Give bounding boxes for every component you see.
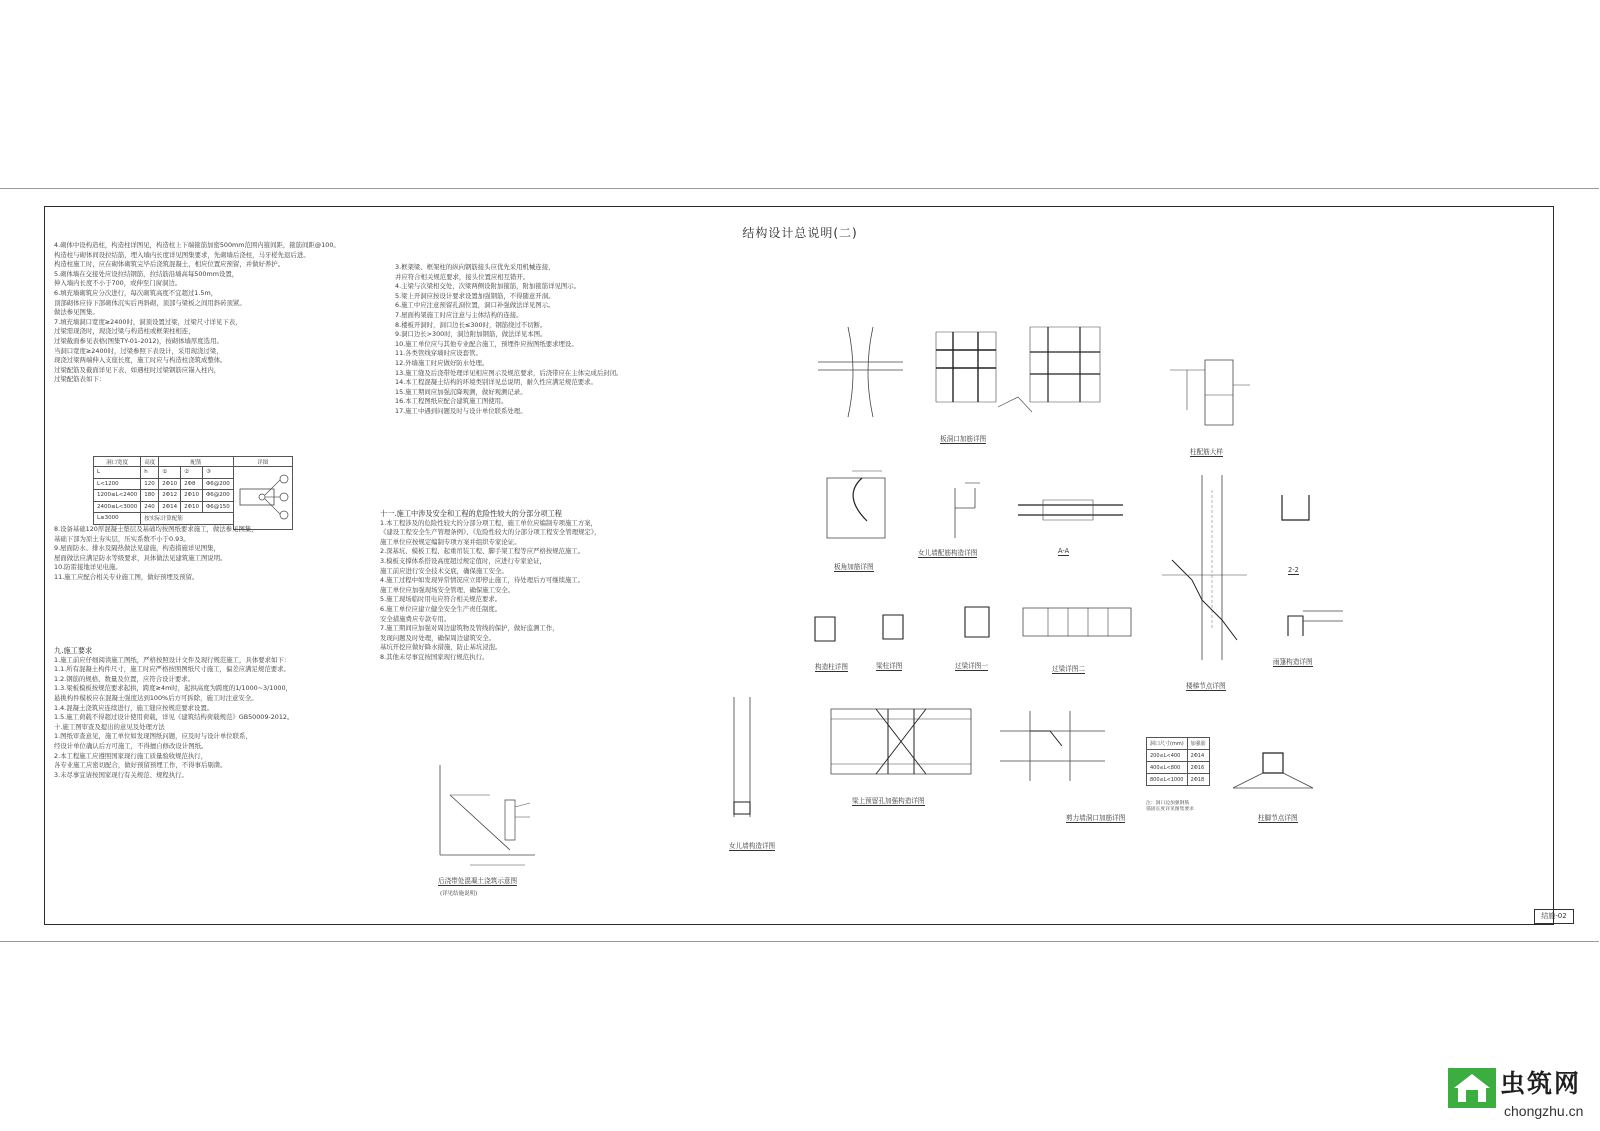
note-line: 施工前应进行安全技术交底，确保施工安全。 — [380, 566, 508, 575]
note-line: 基础下部为原土夯实层，压实系数不小于0.93。 — [54, 534, 190, 543]
note-line: 10.防雷接地详见电施。 — [54, 563, 122, 572]
caption-stair: 楼梯节点详图 — [1186, 682, 1226, 690]
canopy-detail — [1278, 596, 1348, 646]
caption-column: 柱配筋大样 — [1190, 448, 1223, 456]
note-line: 16.本工程图纸应配合建筑施工图使用。 — [395, 397, 508, 406]
note-line: 9.屋面防水、排水及隔热做法见建施，构造措施详见图集， — [54, 544, 220, 553]
vertical-detail — [722, 692, 767, 832]
column-base-detail — [1228, 748, 1318, 798]
note-line: 现浇过梁两端伸入支座长度，施工时应与构造柱浇筑成整体。 — [54, 356, 227, 365]
corner-detail — [822, 466, 892, 546]
note-line: 1.4.混凝土浇筑应连续进行，施工缝应按规范要求设置。 — [54, 703, 214, 712]
sheet-title: 结构设计总说明(二) — [742, 226, 858, 240]
sub-h: h — [141, 467, 159, 479]
note-line: 1.1.所有混凝土构件尺寸，施工时应严格按照图纸尺寸施工，偏差应满足规范要求。 — [54, 665, 290, 674]
note-line: 1.本工程涉及的危险性较大的分部分项工程，施工单位应编制专项施工方案， — [380, 518, 597, 527]
house-icon — [1448, 1068, 1496, 1108]
wall-hole-detail — [1000, 706, 1110, 786]
lintel-row: L≥3000 按实际计算配筋 — [94, 513, 293, 525]
beam-section-2 — [878, 610, 908, 642]
parapet-detail — [935, 478, 1005, 548]
note-line: 1.5.施工荷载不得超过设计使用荷载，详见《建筑结构荷载规范》GB50009-2012。 — [54, 713, 294, 722]
note-line: 当洞口宽度≥2400时，过梁参照下表设计，采用现浇过梁， — [54, 346, 223, 355]
th-detail: 详图 — [233, 457, 292, 467]
note-line: 5.砌体墙在交接处应设拉结钢筋，拉结筋沿墙高每500mm设置， — [54, 269, 239, 278]
beam-section-4 — [1018, 598, 1136, 648]
note-line: 14.本工程混凝土结构的环境类别详见总说明，耐久性应满足规范要求。 — [395, 378, 597, 387]
note-line: 2.本工程施工应遵照国家现行施工质量验收规范执行， — [54, 751, 208, 760]
note-line: 11.各类管线穿墙时应设套管。 — [395, 349, 482, 358]
note-line: 过梁截面参见表格(图集TY-01-2012)，按砌体墙厚度选用。 — [54, 336, 223, 345]
note-line: 安全措施费应专款专用。 — [380, 614, 451, 623]
pour-diagram — [430, 755, 550, 875]
beam-hole-detail — [826, 704, 976, 784]
note-line: 13.施工缝及后浇带处理详见相应图示及规范要求，后浇带应在主体完成后封闭。 — [395, 368, 623, 377]
caption-sec3: 过梁详图一 — [955, 662, 988, 670]
note-line: 经设计单位确认后方可施工，不得擅自修改设计图纸。 — [54, 741, 208, 750]
note-line: 15.施工期间应加强沉降观测，做好观测记录。 — [395, 387, 527, 396]
caption-beam-sec: 构造柱详图 — [815, 663, 848, 671]
aa-section — [1018, 490, 1128, 530]
rebar-row: 400≤L<800 2Φ16 — [1147, 762, 1210, 774]
caption-column-base: 柱脚节点详图 — [1258, 814, 1298, 822]
note-line: 顶部砌体应待下部砌体沉实后再斜砌，顶部与梁板之间用斜砖顶紧。 — [54, 298, 246, 307]
note-line: 4.施工过程中如发现异常情况应立即停止施工，待处理后方可继续施工。 — [380, 576, 585, 585]
caption-parapet: 女儿墙配筋构造详图 — [918, 549, 978, 557]
caption-beam-hole: 梁上预留孔加强构造详图 — [852, 797, 925, 805]
note-line: 3.框架梁、框架柱的纵向钢筋接头应优先采用机械连接， — [395, 263, 555, 271]
logo-url: chongzhu.cn — [1504, 1103, 1584, 1119]
notes-column-1-tail — [54, 525, 374, 583]
column-detail — [1165, 355, 1255, 435]
note-line: 过梁配筋表如下： — [54, 375, 106, 384]
section-heading: 九.施工要求 — [54, 646, 93, 655]
note-line: 做法参见图集。 — [54, 308, 99, 317]
th-rebar: 配筋 — [159, 457, 233, 467]
note-line: 伸入墙内长度不小于700，或伸至门窗洞边。 — [54, 279, 182, 288]
note-line: 构造柱与砌体间设拉结筋，埋入墙内长度详见图集要求，先砌墙后浇柱，马牙槎先退后进。 — [54, 250, 310, 259]
note-line: 5.梁上开洞应按设计要求设置加强钢筋，不得随意开洞。 — [395, 291, 555, 300]
caption-canopy: 雨篷构造详图 — [1273, 658, 1313, 666]
note-line: 5.施工现场临时用电应符合相关规范要求。 — [380, 595, 502, 604]
slab-hole-detail — [818, 322, 1098, 422]
lintel-row: 2400≤L<3000 240 2Φ14 2Φ10 Φ6@150 — [94, 501, 293, 513]
note-line: 2.深基坑、模板工程、起重吊装工程、脚手架工程等应严格按规范施工。 — [380, 547, 585, 556]
note-line: 17.施工中遇到问题及时与设计单位联系处理。 — [395, 406, 527, 415]
note-line: 8.设备基础120厚混凝土垫层及基础均按图纸要求施工，做法参见图集， — [54, 525, 258, 533]
note-line: 1.施工前应仔细阅读施工图纸，严格按照设计文件及现行规范施工，具体要求如下： — [54, 655, 291, 664]
sub-l: L — [94, 467, 141, 479]
rebar-row: 800≤L<1000 2Φ18 — [1147, 774, 1210, 786]
note-line: 4.主梁与次梁相交处，次梁两侧设附加箍筋，附加箍筋详见图示。 — [395, 282, 581, 291]
note-line: 3.未尽事宜请按国家现行有关规范、规程执行。 — [54, 770, 188, 779]
section-2-2 — [1277, 490, 1317, 530]
note-line: 1.3.梁板模板按规范要求起拱，跨度≥4m时，起拱高度为跨度的1/1000~3/1000， — [54, 684, 292, 693]
rebar-row: 200≤L<400 2Φ14 — [1147, 750, 1210, 762]
stair-detail — [1162, 470, 1247, 670]
caption-corner: 板角加筋详图 — [834, 563, 874, 571]
note-line: 基坑开挖应做好降水措施，防止基坑浸泡。 — [380, 643, 502, 652]
caption-slab-hole: 板洞口加筋详图 — [940, 435, 987, 443]
note-line: 11.施工应配合相关专业施工图，做好预埋及预留。 — [54, 572, 199, 581]
lintel-row: L<1200 120 2Φ10 2Φ8 Φ6@200 — [94, 478, 293, 490]
caption-pour: 后浇带处混凝土浇筑示意图 — [438, 877, 518, 885]
note-line: 过梁配筋及截面详见下表，如遇柱时过梁钢筋应锚入柱内， — [54, 365, 221, 374]
note-line: 7.填充墙洞口宽度≥2400时，洞顶设置过梁，过梁尺寸详见下表， — [54, 317, 242, 326]
note-line: 7.施工期间应加强对周边建筑物及管线的保护，做好监测工作， — [380, 624, 559, 633]
lintel-sketch — [233, 467, 292, 530]
sub-1: ① — [159, 467, 181, 479]
notes-column-1b — [54, 640, 374, 780]
caption-wall-hole: 剪力墙洞口加筋详图 — [1066, 814, 1126, 822]
note-line: 施工单位应按规定编制专项方案并组织专家论证。 — [380, 537, 521, 546]
site-logo[interactable] — [1448, 1054, 1600, 1131]
section-heading: 十一.施工中涉及安全和工程的危险性较大的分部分项工程 — [380, 509, 562, 518]
caption-aa: A-A — [1058, 547, 1070, 555]
beam-section-3 — [960, 602, 994, 642]
note-line: 过梁需现浇时，现浇过梁与构造柱或框架柱相连， — [54, 327, 195, 336]
note-line: 8.其他未尽事宜按国家现行规范执行。 — [380, 652, 489, 661]
notes-column-1 — [54, 241, 374, 385]
caption-pour-sub: (详见结施说明) — [440, 891, 478, 897]
note-line: 1.2.钢筋的规格、数量及位置，应符合设计要求。 — [54, 674, 195, 683]
caption-vertical: 女儿墙构造详图 — [729, 842, 776, 850]
note-line: 8.楼板开洞时，洞口边长≤300时，钢筋绕过不切断。 — [395, 320, 547, 329]
note-line: 10.施工单位应与其他专业配合施工，预埋件应按图纸要求埋设。 — [395, 339, 578, 348]
caption-sec2: 梁柱详图 — [876, 662, 903, 670]
note-line: 构造柱施工时，应在砌体砌筑完毕后浇筑混凝土，相应位置应预留，并做好养护。 — [54, 260, 285, 269]
caption-sec4: 过梁详图二 — [1052, 665, 1085, 673]
note-line: 7.屋面构架施工时应注意与主体结构的连接。 — [395, 310, 523, 319]
logo-text: 虫筑网 — [1500, 1069, 1582, 1098]
caption-22: 2-2 — [1288, 566, 1299, 574]
note-line: 6.填充墙砌筑应分次进行，每次砌筑高度不宜超过1.5m， — [54, 288, 218, 297]
note-line: 4.砌体中设构造柱，构造柱详图见，构造柱上下端箍筋加密500mm范围内箍间距，箍筋间距@100。 — [54, 241, 340, 249]
note-line: 《建设工程安全生产管理条例》、《危险性较大的分部分项工程安全管理规定》， — [380, 528, 601, 537]
sub-3: ③ — [202, 467, 233, 479]
note-line: 悬挑构件模板应在混凝土强度达到100%后方可拆除，施工时注意安全。 — [54, 693, 258, 702]
notes-column-2b — [380, 503, 705, 663]
th-width: 洞口宽度 — [94, 457, 141, 467]
beam-section-1 — [810, 612, 840, 644]
note-line: 6.施工中应注意预留孔洞位置，洞口补强做法详见图示。 — [395, 301, 555, 310]
rebar-note: 注：洞口边加强钢筋 锚固长度详见图集要求 — [1146, 801, 1194, 812]
th-height: 高度 — [141, 457, 159, 467]
lintel-row: 1200≤L<2400 180 2Φ12 2Φ10 Φ6@200 — [94, 490, 293, 502]
note-line: 屋面做法应满足防水等级要求，具体做法见建筑施工图说明。 — [54, 553, 227, 562]
note-line: 并应符合相关规范要求，接头位置应相互错开。 — [395, 272, 530, 281]
note-line: 6.施工单位应建立健全安全生产责任制度。 — [380, 604, 502, 613]
sub-2: ② — [181, 467, 203, 479]
note-line: 各专业施工应密切配合，做好预留预埋工作，不得事后剔凿。 — [54, 761, 227, 770]
note-line: 十.施工图审查及提出的意见及处理方法 — [54, 722, 165, 731]
sheet-number: 结施-02 — [1534, 909, 1574, 924]
note-line: 施工单位应加强现场安全管理，确保施工安全。 — [380, 585, 515, 594]
notes-column-2 — [395, 263, 705, 417]
lintel-table — [93, 456, 293, 530]
note-line: 3.模板支撑体系搭设高度超过规定值时，应进行专家论证， — [380, 556, 546, 565]
rebar-table: 洞口尺寸(mm) 加强筋 200≤L<400 2Φ14 400≤L<800 2Φ16 800≤L<1000 2Φ18 — [1146, 737, 1210, 786]
note-line: 1.图纸审查意见，施工单位如发现图纸问题，应及时与设计单位联系， — [54, 732, 252, 741]
note-line: 发现问题及时处理，确保周边建筑安全。 — [380, 633, 496, 642]
note-line: 12.外墙施工时应做好防水处理。 — [395, 358, 489, 367]
note-line: 9.洞口边长>300时，洞边附加钢筋，做法详见本图。 — [395, 330, 547, 339]
